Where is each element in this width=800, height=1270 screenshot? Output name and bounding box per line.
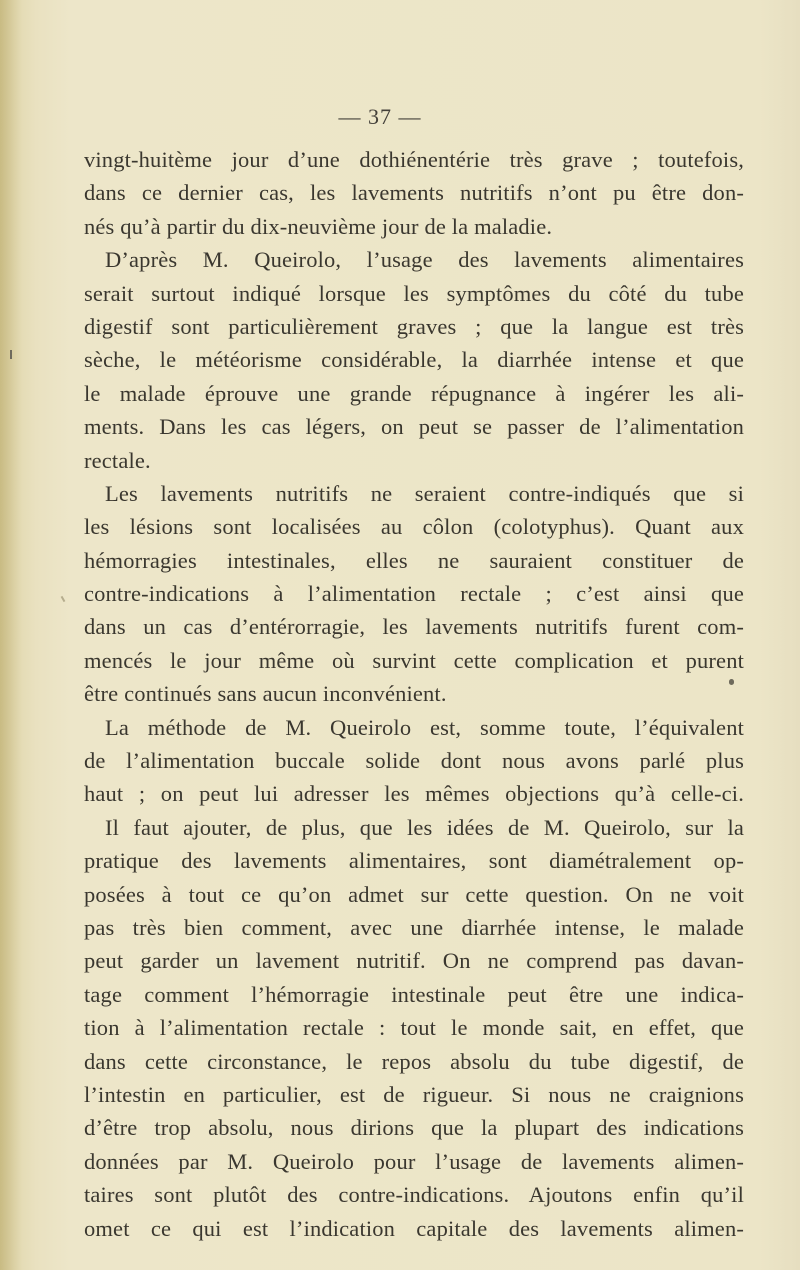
ink-speck (729, 679, 734, 685)
text-line: de l’alimentation buccale solide dont nous avons parlé plus (84, 748, 744, 774)
text-line: sèche, le météorisme considérable, la diarrhée intense et que (84, 347, 744, 373)
text-line: tion à l’alimentation rectale : tout le monde sait, en effet, que (84, 1015, 744, 1041)
text-line: Il faut ajouter, de plus, que les idées de M. Queirolo, sur la (105, 814, 744, 840)
text-line: pas très bien comment, avec une diarrhée intense, le malade (84, 914, 744, 940)
binding-shadow (0, 0, 22, 1270)
text-line: l’intestin en particulier, est de rigueur. Si nous ne craignions (84, 1081, 744, 1107)
text-line: le malade éprouve une grande répugnance à ingérer les ali- (84, 380, 744, 406)
text-line: peut garder un lavement nutritif. On ne comprend pas davan- (84, 948, 744, 974)
text-line: rectale. (84, 447, 151, 473)
page-number: — 37 — (338, 104, 422, 129)
text-line: dans cette circonstance, le repos absolu du tube digestif, de (84, 1048, 744, 1074)
text-line: les lésions sont localisées au côlon (colotyphus). Quant aux (84, 514, 744, 540)
text-line: taires sont plutôt des contre-indications. Ajoutons enfin qu’il (84, 1182, 744, 1208)
text-line: dans un cas d’entérorragie, les lavements nutritifs furent com- (84, 614, 744, 640)
ink-speck (10, 350, 12, 359)
text-line: nés qu’à partir du dix-neuvième jour de la maladie. (84, 213, 553, 239)
text-line: pratique des lavements alimentaires, sont diamétralement op- (84, 848, 744, 874)
text-line: haut ; on peut lui adresser les mêmes objections qu’à celle-ci. (84, 781, 744, 807)
text-line: posées à tout ce qu’on admet sur cette question. On ne voit (84, 881, 744, 907)
text-line: tage comment l’hémorragie intestinale peut être une indica- (84, 981, 744, 1007)
text-line: vingt-huitème jour d’une dothiénentérie très grave ; toutefois, (84, 147, 744, 172)
text-line: serait surtout indiqué lorsque les symptômes du côté du tube (84, 280, 744, 306)
text-line: Les lavements nutritifs ne seraient contre-indiqués que si (105, 480, 744, 506)
text-line: dans ce dernier cas, les lavements nutritifs n’ont pu être don- (84, 180, 744, 206)
text-line: ments. Dans les cas légers, on peut se passer de l’alimentation (84, 414, 744, 440)
text-line: D’après M. Queirolo, l’usage des lavements alimentaires (105, 247, 744, 273)
text-line: mencés le jour même où survint cette complication et purent (84, 647, 744, 673)
text-line: être continués sans aucun inconvénient. (84, 681, 447, 707)
text-line: données par M. Queirolo pour l’usage de lavements alimen- (84, 1148, 744, 1174)
body-text (84, 143, 744, 1245)
text-line: contre-indications à l’alimentation rectale ; c’est ainsi que (84, 581, 744, 607)
text-line: La méthode de M. Queirolo est, somme toute, l’équivalent (105, 714, 744, 740)
text-line: digestif sont particulièrement graves ; que la langue est très (84, 313, 744, 339)
ink-speck (61, 596, 66, 602)
text-line: d’être trop absolu, nous dirions que la plupart des indications (84, 1115, 744, 1141)
text-line: omet ce qui est l’indication capitale des lavements alimen- (84, 1215, 744, 1241)
text-line: hémorragies intestinales, elles ne sauraient constituer de (84, 547, 744, 573)
